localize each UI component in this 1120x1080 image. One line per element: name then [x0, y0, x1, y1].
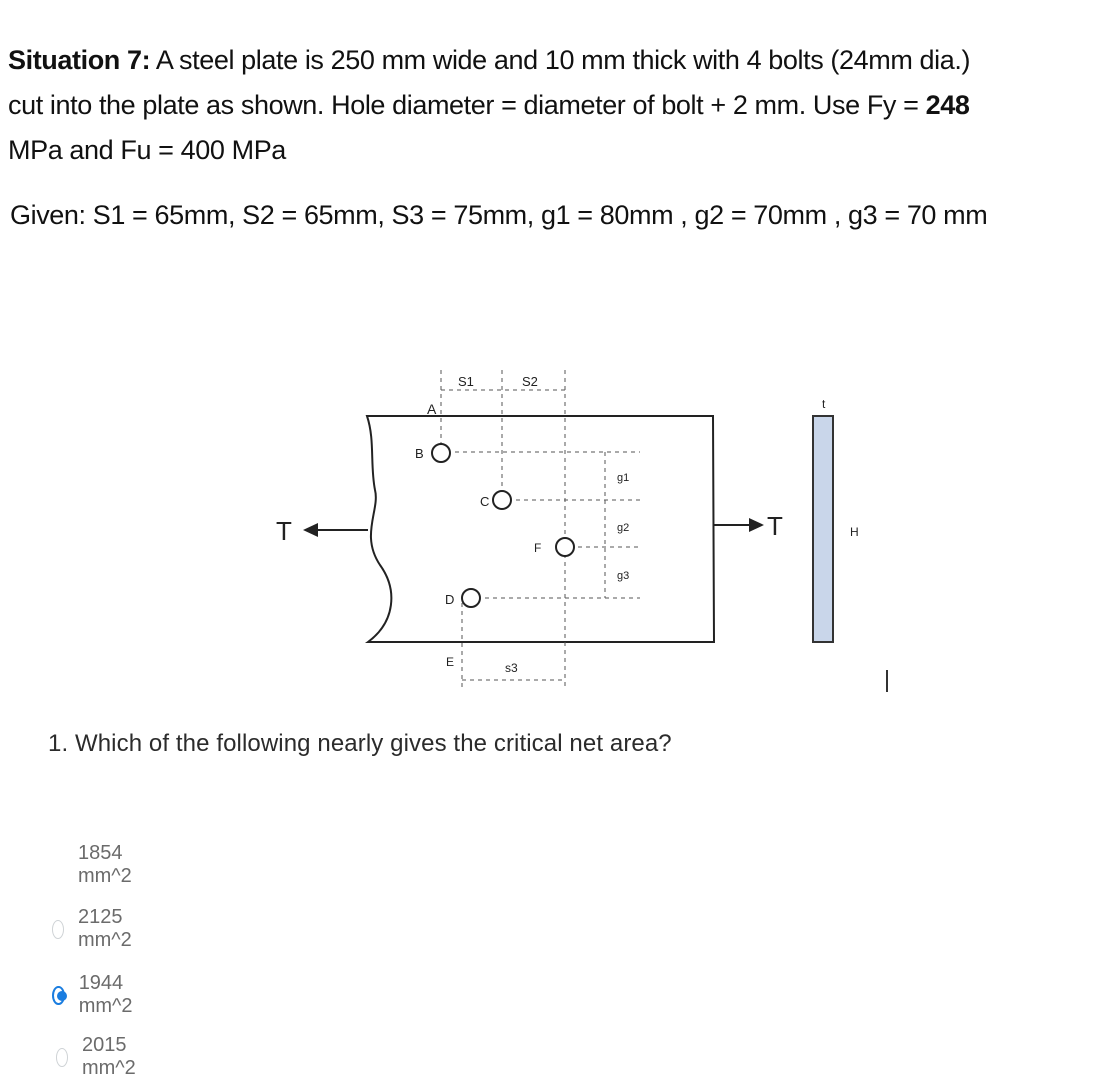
- radio-button-4[interactable]: [56, 1048, 68, 1067]
- tension-arrow-right: [714, 518, 764, 532]
- label-d: D: [445, 592, 455, 607]
- label-c: C: [480, 494, 490, 509]
- choice-label-3: 1944 mm^2: [78, 972, 133, 1017]
- situation-label: Situation 7:: [8, 45, 151, 75]
- bolt-hole-d: [462, 589, 480, 607]
- bolt-hole-c: [493, 491, 511, 509]
- label-f: F: [534, 541, 542, 555]
- problem-line-2: cut into the plate as shown. Hole diameter = diameter of bolt + 2 mm. Use Fy = 248: [8, 90, 970, 120]
- problem-line-3: MPa and Fu = 400 MPa: [8, 135, 286, 165]
- radio-button-3[interactable]: [52, 986, 65, 1005]
- choice-label-2: 2125 mm^2: [77, 906, 132, 951]
- radio-button-2[interactable]: [52, 920, 64, 939]
- choice-option-4[interactable]: [56, 1034, 143, 1080]
- label-g3: g3: [617, 570, 630, 582]
- choice-label-4: 2015 mm^2: [81, 1034, 136, 1079]
- text-cursor: [886, 670, 888, 692]
- tension-arrow-left: [303, 523, 368, 537]
- given-values: Given: S1 = 65mm, S2 = 65mm, S3 = 75mm, g1 = 80mm , g2 = 70mm , g3 = 70 mm: [10, 200, 988, 230]
- label-s2: S2: [522, 374, 538, 389]
- label-g1: g1: [617, 472, 630, 484]
- label-a: A: [427, 401, 437, 417]
- bolted-plate-figure: [0, 350, 1120, 695]
- problem-line-1: Situation 7: A steel plate is 250 mm wide and 10 mm thick with 4 bolts (24mm dia.): [8, 45, 971, 75]
- plate-side-view: [813, 416, 833, 642]
- choice-option-3[interactable]: [52, 972, 139, 1018]
- choice-option-1[interactable]: [52, 842, 139, 888]
- choice-option-2[interactable]: [52, 906, 139, 952]
- label-h: H: [850, 525, 859, 539]
- label-t-left: T: [276, 516, 292, 546]
- label-t-right: T: [767, 511, 783, 541]
- label-t-thickness: t: [822, 397, 826, 411]
- question-text: 1. Which of the following nearly gives the critical net area?: [48, 730, 672, 757]
- label-s3: s3: [505, 661, 518, 675]
- label-g2: g2: [617, 522, 630, 534]
- label-e: E: [446, 655, 455, 669]
- bolt-hole-f: [556, 538, 574, 556]
- label-b: B: [415, 446, 424, 461]
- label-s1: S1: [458, 374, 474, 389]
- fy-value: 248: [925, 90, 970, 120]
- problem-statement: [8, 38, 1113, 173]
- bolt-hole-b: [432, 444, 450, 462]
- choice-label-1: 1854 mm^2: [77, 842, 132, 887]
